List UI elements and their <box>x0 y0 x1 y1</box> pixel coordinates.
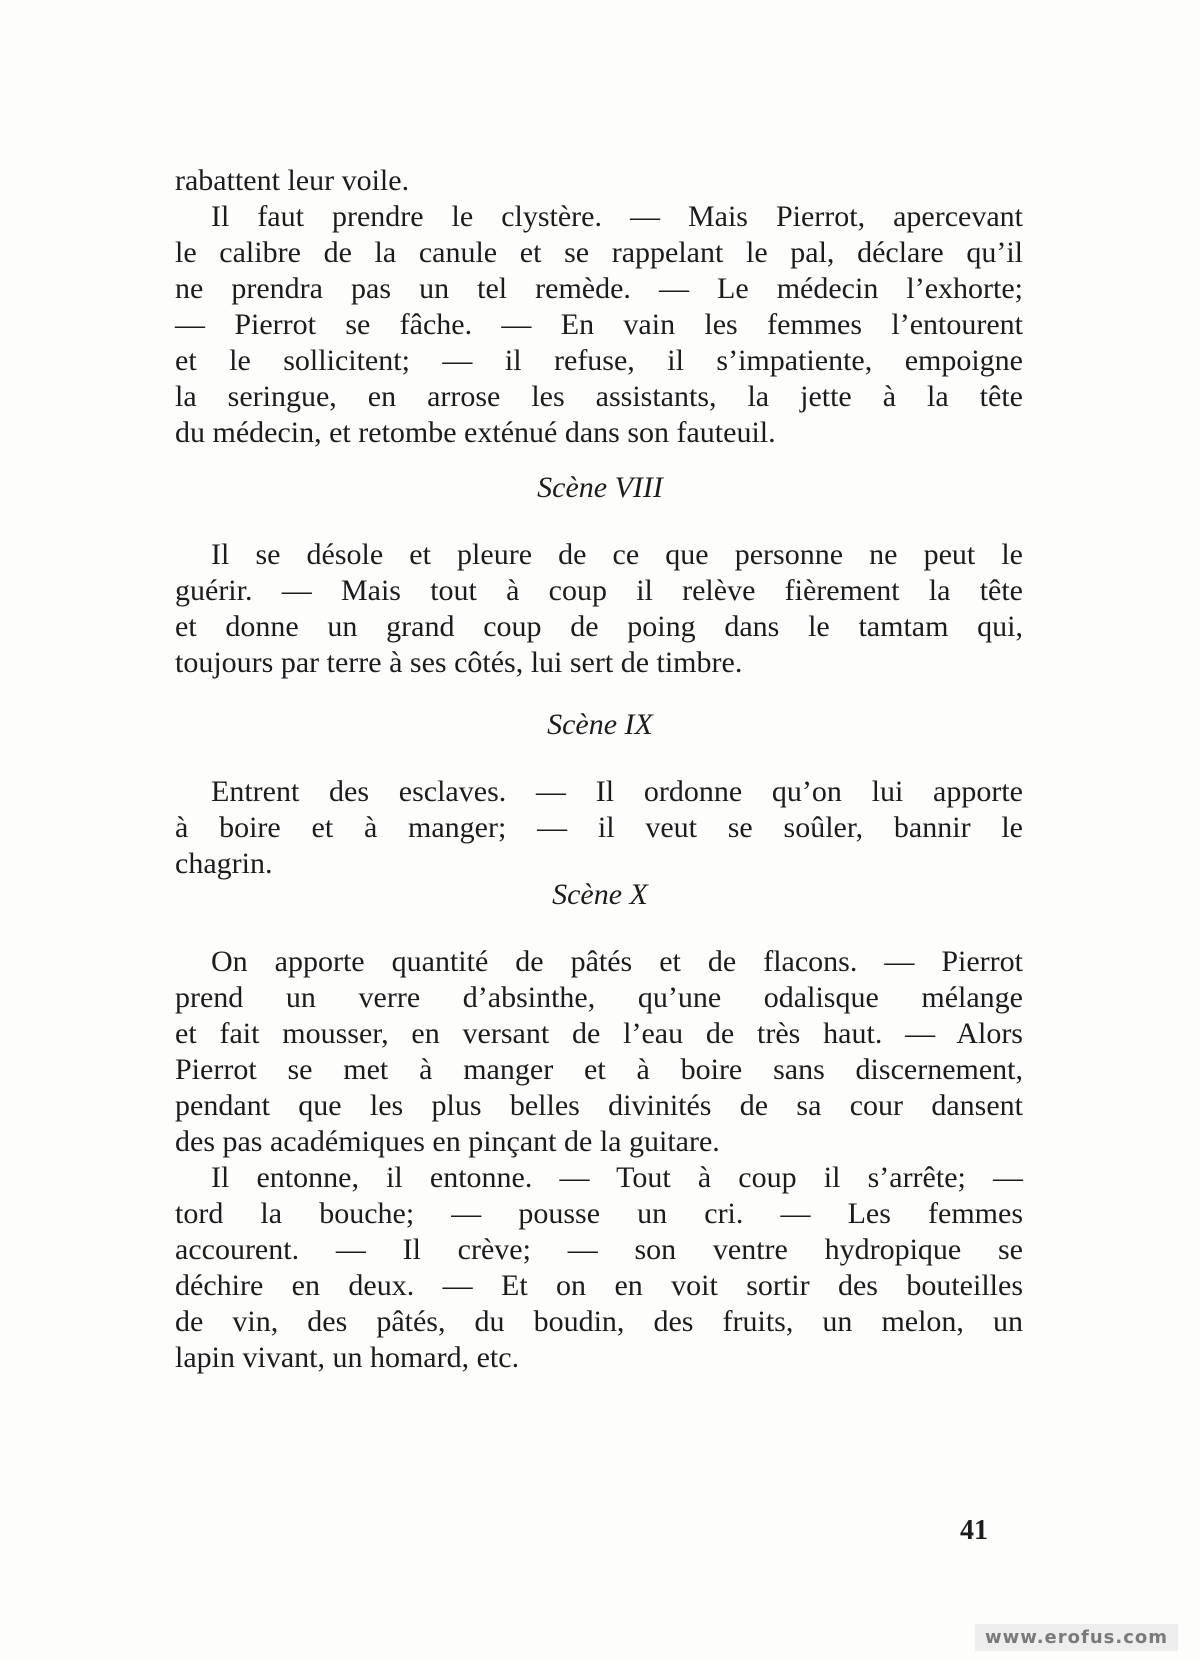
text-line: Pierrot se met à manger et à boire sans discernement, <box>175 1053 1023 1086</box>
text-line: Il se désole et pleure de ce que personne ne peut le <box>211 538 1023 571</box>
text-line: ne prendra pas un tel remède. — Le médecin l’exhorte; <box>175 272 1023 305</box>
scene-heading-ix: Scène IX <box>547 708 653 741</box>
text-line: Entrent des esclaves. — Il ordonne qu’on lui apporte <box>211 775 1023 808</box>
scene-heading-x: Scène X <box>552 878 648 911</box>
text-line: accourent. — Il crève; — son ventre hydropique se <box>175 1233 1023 1266</box>
text-line: toujours par terre à ses côtés, lui sert de timbre. <box>175 646 743 679</box>
text-line: guérir. — Mais tout à coup il relève fièrement la tête <box>175 574 1023 607</box>
paragraph-block-4 <box>175 944 1023 1376</box>
text-line: du médecin, et retombe exténué dans son fauteuil. <box>175 416 776 449</box>
text-line: lapin vivant, un homard, etc. <box>175 1341 520 1374</box>
text-line: le calibre de la canule et se rappelant le pal, déclare qu’il <box>175 236 1023 269</box>
scene-heading-viii: Scène VIII <box>537 471 663 504</box>
text-line: prend un verre d’absinthe, qu’une odalisque mélange <box>175 981 1023 1014</box>
text-line: de vin, des pâtés, du boudin, des fruits, un melon, un <box>175 1305 1023 1338</box>
text-line: On apporte quantité de pâtés et de flacons. — Pierrot <box>211 945 1023 978</box>
text-line: et donne un grand coup de poing dans le tamtam qui, <box>175 610 1023 643</box>
text-line: — Pierrot se fâche. — En vain les femmes l’entourent <box>175 308 1023 341</box>
text-line: rabattent leur voile. <box>175 164 410 197</box>
page-number: 41 <box>960 1515 988 1546</box>
text-line: et le sollicitent; — il refuse, il s’impatiente, empoigne <box>175 344 1023 377</box>
watermark-logo: www.erofus.com <box>975 1624 1178 1651</box>
paragraph-block-3 <box>175 774 1023 882</box>
paragraph-block-2 <box>175 537 1023 681</box>
text-line: la seringue, en arrose les assistants, la jette à la tête <box>175 380 1023 413</box>
text-line: des pas académiques en pinçant de la guitare. <box>175 1125 720 1158</box>
text-line: tord la bouche; — pousse un cri. — Les femmes <box>175 1197 1023 1230</box>
text-line: Il entonne, il entonne. — Tout à coup il s’arrête; — <box>211 1161 1023 1194</box>
text-line: à boire et à manger; — il veut se soûler, bannir le <box>175 811 1023 844</box>
text-line: et fait mousser, en versant de l’eau de très haut. — Alors <box>175 1017 1023 1050</box>
text-line: Il faut prendre le clystère. — Mais Pierrot, apercevant <box>211 200 1023 233</box>
text-line: déchire en deux. — Et on en voit sortir des bouteilles <box>175 1269 1023 1302</box>
text-line: pendant que les plus belles divinités de sa cour dansent <box>175 1089 1023 1122</box>
text-line: chagrin. <box>175 847 273 880</box>
paragraph-block-1 <box>175 163 1023 451</box>
